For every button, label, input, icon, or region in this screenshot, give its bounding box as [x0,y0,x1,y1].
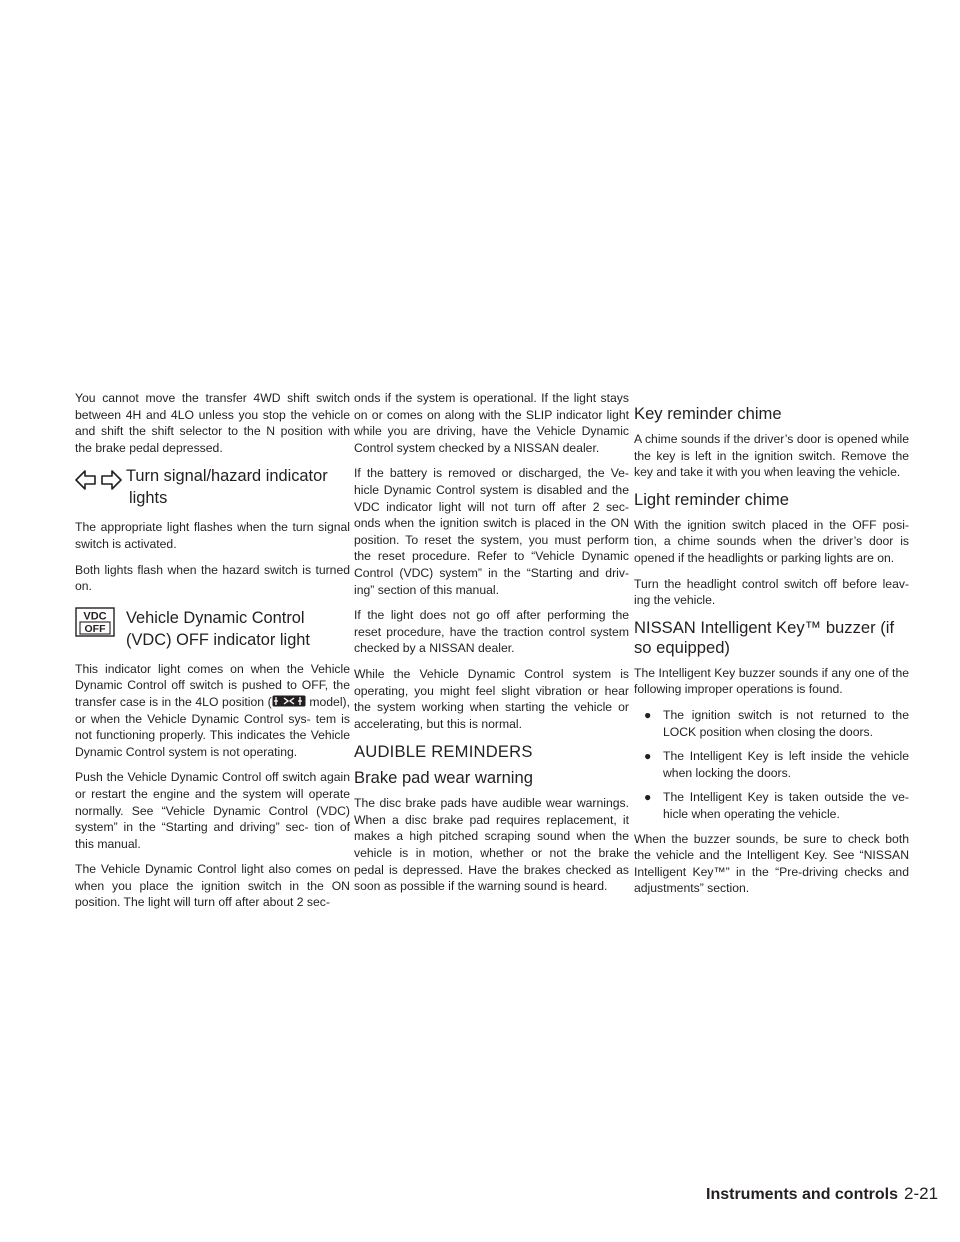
paragraph: The appropriate light flashes when the turn signal switch is activated. [75,520,350,551]
heading-line: (VDC) OFF indicator light [126,630,310,649]
paragraph: While the Vehicle Dynamic Control system is operating, you might feel slight vibration or hear the system working when starting the vehicle or accelerating, but this is normal. [354,666,629,731]
paragraph: If the battery is removed or discharged, the Ve- hicle Dynamic Control system is disabled and the VDC indicator light will not turn off after 2 sec- onds when the ignition switch is placed in the ON position. To reset the system, you must perform the reset procedure. Refer to “Vehicle Dynamic Control (VDC) system” in the “Starting and driv- ing” section of this manual. [354,466,629,597]
list-item [634,707,909,740]
heading-line: Turn signal/hazard indicator [126,467,328,486]
heading-line: Vehicle Dynamic Control [126,608,305,627]
section-title: AUDIBLE REMINDERS [354,742,533,762]
subsection-heading: Light reminder chime [634,489,789,509]
subsection-heading: Brake pad wear warning [354,768,533,788]
vdc-off-icon [75,607,123,637]
off-icon-text: OFF [84,622,106,635]
vdc-icon-text: VDC [83,610,107,623]
paragraph: Turn the headlight control switch off before leav- ing the vehicle. [634,576,909,608]
column-right [634,404,909,906]
heading-line: lights [129,489,168,508]
list-item-text: The Intelligent Key is left inside the vehicle when locking the doors. [663,749,909,780]
paragraph: The Vehicle Dynamic Control light also comes on when you place the ignition switch in the ON position. The light will turn off after about 2 sec- [75,862,350,910]
bullet: ● [644,749,652,764]
column-middle [354,390,629,904]
list-item-text: The ignition switch is not returned to the LOCK position when closing the doors. [663,707,909,739]
list-item [634,789,909,822]
footer-section-name: Instruments and controls [706,1186,899,1203]
paragraph: The disc brake pads have audible wear warnings. When a disc brake pad requires replacement, it makes a high pitched scraping sound when the vehicle is in motion, whether or not the brake pedal is depressed. Have the brakes checked as soon as possible if the warning sound is heard. [354,796,629,894]
paragraph: If the light does not go off after performing the reset procedure, have the traction control system checked by a NISSAN dealer. [354,608,629,656]
page-footer [706,1184,938,1204]
vdc-off-heading [75,607,350,651]
column-left [75,390,350,920]
paragraph [75,661,350,761]
page-number: 2-21 [904,1184,939,1203]
bullet-list [634,707,909,823]
list-item-text: The Intelligent Key is taken outside the ve- hicle when operating the vehicle. [663,790,909,821]
four-by-four-low-icon [272,695,306,707]
paragraph: You cannot move the transfer 4WD shift switch between 4H and 4LO unless you stop the vehicle and shift the shift selector to the N position with the brake pedal depressed. [75,391,350,455]
section-heading [126,607,310,651]
bullet: ● [644,790,652,805]
turn-signal-heading [75,465,350,509]
paragraph: A chime sounds if the driver’s door is opened while the key is left in the ignition switch. Remove the key and take it with you when leaving the vehicle. [634,432,909,480]
paragraph: When the buzzer sounds, be sure to check both the vehicle and the Intelligent Key. See “NISSAN Intelligent Key™” in the “Pre-driving checks and adjustments” section. [634,831,909,896]
paragraph: Push the Vehicle Dynamic Control off switch again or restart the engine and the system will operate normally. See “Vehicle Dynamic Control (VDC) system” in the “Starting and driving” sec- tion of this manual. [75,770,350,851]
subsection-heading: Key reminder chime [634,404,782,423]
text-run: This indicator light comes on when the Vehicle Dynamic Control off switch is pushed to OFF, the transfer case is in the 4LO position ( [75,661,350,709]
paragraph: The Intelligent Key buzzer sounds if any one of the following improper operations is found. [634,665,909,697]
bullet: ● [644,707,652,722]
subsection-heading: NISSAN Intelligent Key™ buzzer (if so equipped) [634,617,895,657]
paragraph: Both lights flash when the hazard switch is turned on. [75,562,350,594]
paragraph: onds if the system is operational. If the light stays on or comes on along with the SLIP indicator light while you are driving, have the Vehicle Dynamic Control system checked by a NISSAN dealer. [354,391,629,455]
text-run: model), or when the Vehicle Dynamic Control sys- tem is not functioning properly. This indicates the Vehicle Dynamic Control system is not operating. [75,694,350,759]
paragraph: With the ignition switch placed in the OFF posi- tion, a chime sounds when the driver’s door is opened if the headlights or parking lights are on. [634,517,909,565]
section-heading [126,465,328,509]
list-item [634,748,909,781]
turn-signal-icon [75,467,123,493]
